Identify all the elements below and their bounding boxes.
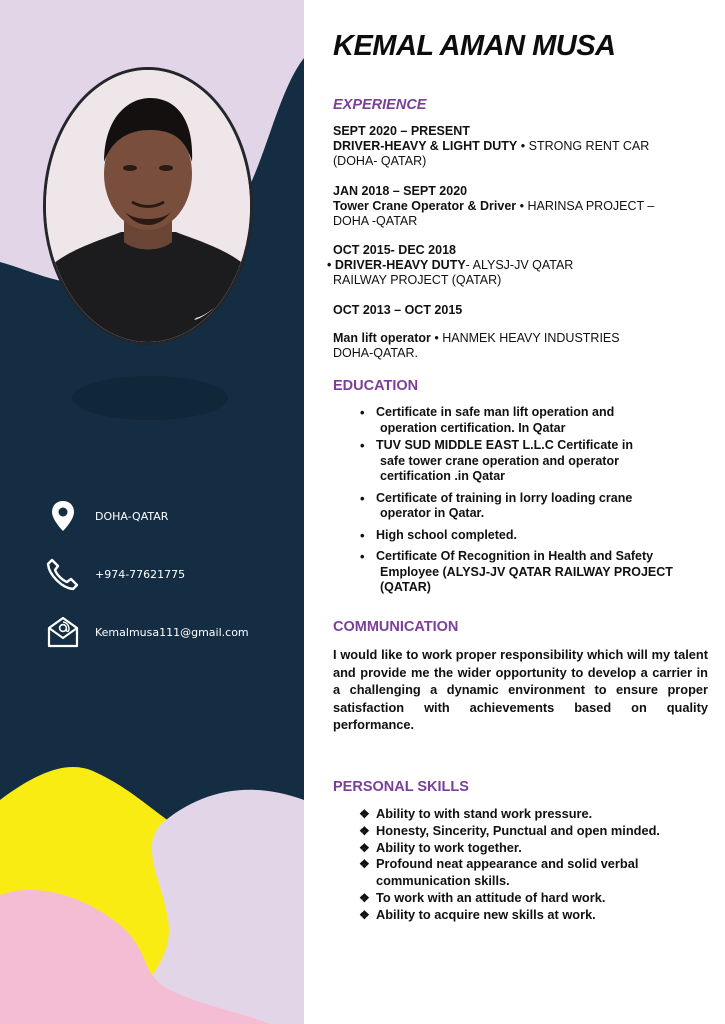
job-company: HANMEK HEAVY INDUSTRIES (442, 331, 620, 345)
education-item-line2: Employee (ALYSJ-JV QATAR RAILWAY PROJECT (QATAR) (380, 564, 673, 594)
email-text[interactable]: Kemalmusa111@gmail.com (95, 625, 249, 639)
contact-phone (44, 555, 186, 593)
list-item: ❖ Ability to with stand work pressure. (333, 806, 693, 823)
job-date: JAN 2018 – SEPT 2020 (333, 184, 468, 198)
job-location: RAILWAY PROJECT (QATAR) (333, 273, 502, 287)
education-item-line1: Certificate in safe man lift operation and (376, 405, 615, 419)
job-role: DRIVER-HEAVY & LIGHT DUTY (333, 139, 518, 153)
contact-location (44, 497, 169, 535)
job-location: DOHA -QATAR (333, 214, 418, 228)
job-separator: - (465, 258, 473, 272)
communication-text: I would like to work proper responsibility which will my talent and provide me the wider opportunity to develop a carrier in a challenging a dynamic environment to ensure proper satisfaction with achievements based on quality performance. (333, 647, 708, 732)
skills-heading: PERSONAL SKILLS (333, 779, 469, 795)
job-entry (327, 243, 683, 288)
education-item-line1: High school completed. (376, 527, 517, 542)
list-item (333, 438, 673, 485)
job-location: DOHA-QATAR. (333, 346, 418, 360)
list-item: ❖ Profound neat appearance and solid verbal communication skills. (333, 856, 693, 890)
experience-heading: EXPERIENCE (333, 97, 427, 113)
location-text: DOHA-QATAR (95, 509, 169, 523)
job-company: HARINSA PROJECT – (527, 199, 655, 213)
job-entry (333, 124, 683, 169)
education-item-line1: TUV SUD MIDDLE EAST L.L.C Certificate in (376, 438, 633, 452)
list-item (333, 528, 673, 544)
communication-heading: COMMUNICATION (333, 619, 459, 635)
education-item-line2: safe tower crane operation and operator certification .in Qatar (380, 453, 619, 483)
education-heading: EDUCATION (333, 378, 419, 394)
skills-list (333, 806, 693, 924)
list-item: ❖ To work with an attitude of hard work. (333, 890, 693, 907)
sidebar (0, 0, 304, 1024)
education-item-line2: operation certification. In Qatar (380, 420, 566, 435)
job-role: Man lift operator (333, 331, 431, 345)
job-company: ALYSJ-JV QATAR (472, 258, 574, 272)
list-item: ❖ Ability to work together. (333, 840, 693, 857)
list-item: ❖ Honesty, Sincerity, Punctual and open minded. (333, 823, 693, 840)
job-date: SEPT 2020 – PRESENT (333, 124, 470, 138)
education-item-line1: Certificate Of Recognition in Health and Safety (376, 549, 654, 563)
job-date: OCT 2013 – OCT 2015 (333, 303, 463, 317)
main-content (304, 0, 725, 1024)
education-item-line1: Certificate of training in lorry loading crane (376, 490, 633, 505)
job-date: OCT 2015- DEC 2018 (333, 243, 456, 257)
phone-icon (44, 555, 82, 593)
phone-text[interactable]: +974-77621775 (95, 567, 186, 581)
job-entry (333, 303, 683, 361)
job-company: STRONG RENT CAR (528, 139, 650, 153)
map-pin-icon (44, 497, 82, 535)
education-list (333, 405, 673, 602)
education-item-line2: operator in Qatar. (380, 506, 485, 520)
job-bullet: • (327, 258, 335, 272)
profile-photo (43, 67, 253, 345)
list-item: ❖ Ability to acquire new skills at work. (333, 907, 693, 924)
list-item (333, 405, 673, 436)
job-role: DRIVER-HEAVY DUTY (334, 258, 466, 272)
candidate-name: KEMAL AMAN MUSA (333, 30, 616, 62)
contact-email (44, 613, 249, 651)
list-item (333, 549, 673, 596)
email-icon (44, 613, 82, 651)
job-separator: • (517, 139, 529, 153)
job-separator: • (516, 199, 528, 213)
job-location: (DOHA- QATAR) (333, 154, 427, 168)
job-role: Tower Crane Operator & Driver (333, 199, 517, 213)
job-separator: • (430, 331, 443, 345)
list-item (333, 491, 673, 522)
job-entry (333, 184, 683, 229)
